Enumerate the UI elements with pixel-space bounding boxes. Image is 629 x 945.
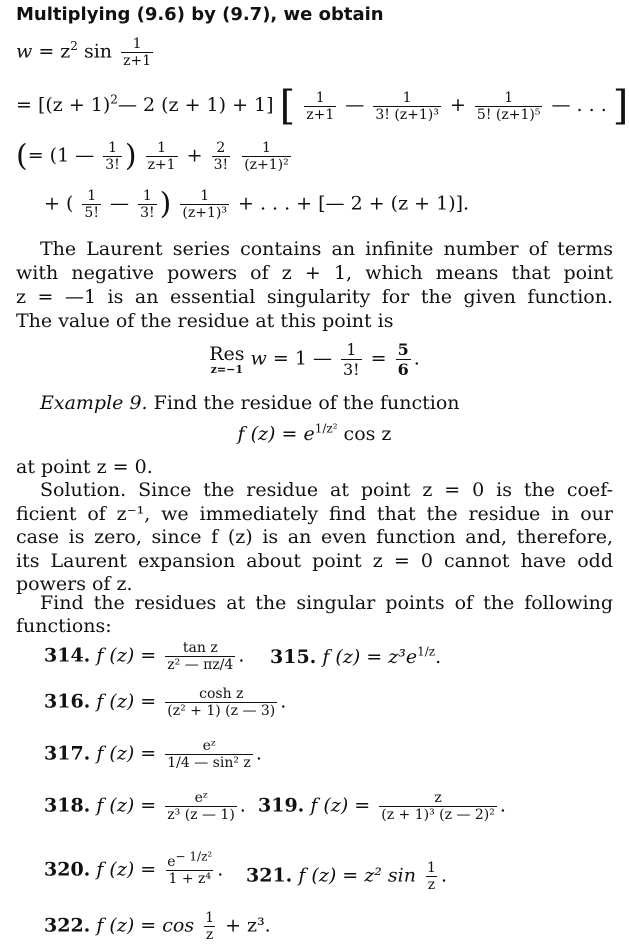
eq2-minus: — xyxy=(345,94,365,116)
problem-314 xyxy=(44,640,244,673)
eq4-a-den: 5! xyxy=(84,205,99,221)
solution-line-3: case is zero, since f (z) is an even function and, therefore, xyxy=(16,526,613,548)
p316-num: cosh z xyxy=(199,686,244,702)
p317-den: 1/4 — sin² z xyxy=(167,755,251,771)
eq4-frac-c xyxy=(180,188,229,221)
eq3-frac-c xyxy=(212,140,231,173)
p314-number: 314. xyxy=(44,644,91,667)
p316-number: 316. xyxy=(44,690,91,713)
at-point-text: at point z = 0. xyxy=(16,456,153,478)
p320-den: 1 + z⁴ xyxy=(168,871,211,887)
p317-fraction xyxy=(165,738,253,771)
problem-316 xyxy=(44,686,286,719)
eq3-a-num: 1 xyxy=(108,140,117,156)
res-end: . xyxy=(413,347,420,370)
example-text: Find the residue of the function xyxy=(147,392,460,414)
equation-w xyxy=(16,36,156,69)
p319-end: . xyxy=(499,794,506,817)
eq2-mid: — 2 (z + 1) + 1] xyxy=(117,94,274,116)
p321-number: 321. xyxy=(246,864,293,887)
p322-number: 322. xyxy=(44,914,91,937)
find-line-1: Find the residues at the singular points of the following xyxy=(40,592,613,614)
p315-end: . xyxy=(435,646,442,668)
p316-fraction xyxy=(165,686,277,719)
equation-series-1 xyxy=(16,140,294,173)
laurent-paragraph xyxy=(16,237,613,333)
residue-equation xyxy=(0,340,629,379)
eq4-b-num: 1 xyxy=(142,188,152,204)
ex-exp: 1/z² xyxy=(314,421,338,436)
find-line-2: functions: xyxy=(16,615,112,637)
eq3-close-paren: ) xyxy=(124,138,137,174)
p321-num: 1 xyxy=(427,860,436,876)
eq3-c-num: 2 xyxy=(216,140,226,156)
eq2-f3-den: 5! (z+1)⁵ xyxy=(476,106,541,123)
res-eq: = 1 — xyxy=(272,347,332,370)
eq3-lead: = (1 — xyxy=(27,144,95,167)
eq2-close-bracket: ] xyxy=(612,83,629,129)
p316-den: (z² + 1) (z — 3) xyxy=(167,703,276,719)
p318-den: z³ (z — 1) xyxy=(167,807,235,823)
eq2-frac2 xyxy=(373,90,441,123)
eq2-f2-den: 3! (z+1)³ xyxy=(375,106,439,123)
eq4-a-num: 1 xyxy=(87,188,97,204)
p319-den: (z + 1)³ (z — 2)² xyxy=(381,807,495,823)
p317-number: 317. xyxy=(44,742,91,765)
problem-320 xyxy=(44,849,224,887)
p319-lhs: f (z) = xyxy=(310,794,371,817)
p318-end: . xyxy=(239,794,246,817)
res-frac-a xyxy=(341,340,362,379)
eq3-b-num: 1 xyxy=(157,140,167,156)
eq2-sq: 2 xyxy=(110,92,118,107)
eq4-close-paren: ) xyxy=(159,186,172,222)
eq4-lead: + ( xyxy=(44,192,74,215)
problem-322 xyxy=(44,910,271,943)
eq2-frac3 xyxy=(475,90,543,123)
problem-315 xyxy=(270,644,442,668)
equation-expansion xyxy=(16,83,629,129)
intro-text: Multiplying (9.6) by (9.7), we obtain xyxy=(16,4,384,25)
problem-319 xyxy=(258,790,506,823)
para1-line-3: z = —1 is an essential singularity for the given function. xyxy=(16,286,613,308)
p317-lhs: f (z) = xyxy=(96,742,157,765)
p321-end: . xyxy=(440,864,447,887)
solution-line-1: Solution. Since the residue at point z = 0 is the coef- xyxy=(40,479,613,501)
p319-number: 319. xyxy=(258,794,305,817)
p319-num: z xyxy=(434,790,442,806)
p318-number: 318. xyxy=(44,794,91,817)
eq4-c-num: 1 xyxy=(200,188,210,204)
problem-318 xyxy=(44,790,246,823)
eq3-frac-d xyxy=(242,140,291,173)
eq1-eq: = z xyxy=(38,40,71,63)
equation-series-2 xyxy=(44,188,469,221)
ex-rhs: cos z xyxy=(337,423,392,445)
eq1-den: z+1 xyxy=(123,53,152,69)
eq2-open-bracket: [ xyxy=(279,83,296,129)
res-a-num: 1 xyxy=(346,340,357,359)
p316-lhs: f (z) = xyxy=(96,690,157,713)
p317-end: . xyxy=(255,742,262,765)
solution-paragraph xyxy=(16,479,613,597)
eq4-frac-a xyxy=(82,188,101,221)
p316-end: . xyxy=(280,690,287,713)
solution-line-2: ficient of z⁻¹, we immediately find that the residue in our xyxy=(16,502,613,525)
p317-num: eᶻ xyxy=(202,738,216,754)
p322-lhs: f (z) = cos xyxy=(96,914,195,937)
problem-317 xyxy=(44,738,262,771)
p321-fraction xyxy=(425,860,438,893)
res-b-num: 5 xyxy=(397,340,409,359)
p322-den: z xyxy=(205,927,214,943)
p314-den: z² — πz/4 xyxy=(167,657,234,673)
solution-line-5: powers of z. xyxy=(16,573,133,595)
p315-number: 315. xyxy=(270,646,317,668)
problem-321 xyxy=(246,860,447,893)
eq2-f2-num: 1 xyxy=(402,89,412,106)
eq1-sin: sin xyxy=(83,40,113,63)
eq2-plus: + xyxy=(449,94,466,116)
p322-fraction xyxy=(203,910,216,943)
eq3-plus: + xyxy=(186,144,203,167)
example-equation xyxy=(0,421,629,445)
eq1-w: w xyxy=(16,40,33,63)
eq2-f1-den: z+1 xyxy=(306,106,335,123)
p319-fraction xyxy=(379,790,497,823)
p315-expr: f (z) = z³e xyxy=(322,646,418,668)
p314-end: . xyxy=(238,644,245,667)
res-frac-b xyxy=(396,340,411,379)
eq2-tail: — . . . xyxy=(551,94,607,116)
eq4-c-den: (z+1)³ xyxy=(182,205,227,221)
res-sub: z=−1 xyxy=(210,362,244,376)
eq3-c-den: 3! xyxy=(213,157,229,173)
example-label: Example 9. xyxy=(40,392,148,414)
eq4-tail: + . . . + [— 2 + (z + 1)]. xyxy=(237,192,470,215)
p314-fraction xyxy=(165,640,235,673)
p318-fraction xyxy=(165,790,237,823)
para1-line-1: The Laurent series contains an infinite number of terms xyxy=(40,238,613,260)
res-a-den: 3! xyxy=(343,360,360,379)
ex-lhs: f (z) = e xyxy=(237,423,315,445)
eq3-d-num: 1 xyxy=(262,140,271,156)
p320-fraction xyxy=(165,849,214,887)
exercise-intro xyxy=(16,592,613,638)
res-b-den: 6 xyxy=(397,360,409,379)
eq4-b-den: 3! xyxy=(140,205,155,221)
res-w: w xyxy=(250,347,267,370)
p320-num-exp: − 1/z² xyxy=(175,849,213,864)
eq1-fraction xyxy=(121,36,153,69)
eq2-f3-num: 1 xyxy=(504,89,514,106)
eq3-d-den: (z+1)² xyxy=(244,157,289,173)
p322-end: + z³. xyxy=(225,914,271,937)
p320-end: . xyxy=(217,858,224,881)
eq2-lead: = [(z + 1) xyxy=(16,94,111,116)
p321-lhs: f (z) = z² sin xyxy=(298,864,416,887)
p320-lhs: f (z) = xyxy=(96,858,157,881)
p318-lhs: f (z) = xyxy=(96,794,157,817)
p320-num xyxy=(165,849,214,870)
para1-line-2: with negative powers of z + 1, which means that point xyxy=(16,262,613,284)
eq3-frac-a xyxy=(103,140,122,173)
eq4-frac-b xyxy=(138,188,157,221)
eq3-paren: ( xyxy=(16,138,28,174)
p318-num: eᶻ xyxy=(194,790,208,806)
res-eq2: = xyxy=(370,347,387,370)
p320-number: 320. xyxy=(44,858,91,881)
p322-num: 1 xyxy=(205,910,215,926)
eq1-num: 1 xyxy=(132,36,142,52)
p320-num-base: e xyxy=(167,854,176,870)
eq3-frac-b xyxy=(146,140,178,173)
example-heading xyxy=(40,394,460,413)
p314-lhs: f (z) = xyxy=(96,644,157,667)
solution-line-4: its Laurent expansion about point z = 0 cannot have odd xyxy=(16,549,613,572)
para1-line-4: The value of the residue at this point is xyxy=(16,310,394,332)
eq2-frac1 xyxy=(304,90,336,123)
res-operator xyxy=(209,342,245,376)
eq1-exp: 2 xyxy=(70,39,78,54)
p314-num: tan z xyxy=(182,640,218,656)
eq4-minus: — xyxy=(110,192,130,215)
eq3-b-den: z+1 xyxy=(147,157,176,173)
res-label: Res xyxy=(209,342,245,365)
eq2-f1-num: 1 xyxy=(315,89,325,106)
p321-den: z xyxy=(427,877,436,893)
p315-exp: 1/z xyxy=(417,644,436,659)
eq3-a-den: 3! xyxy=(105,157,120,173)
